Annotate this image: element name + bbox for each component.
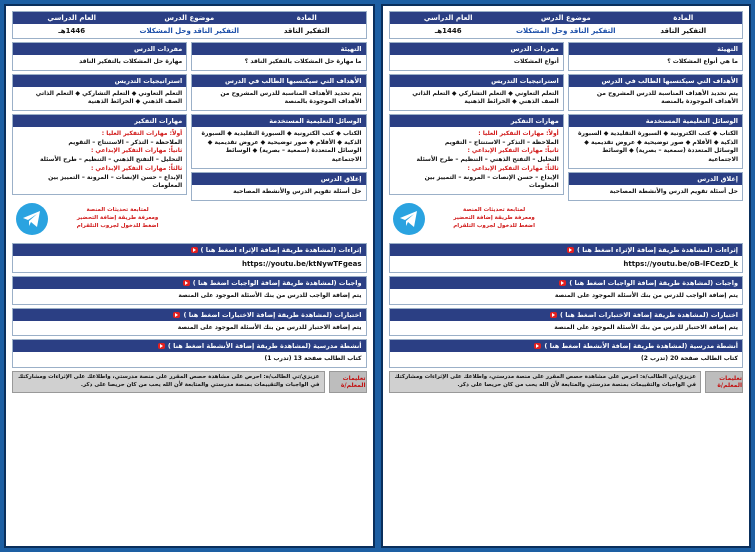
closing-text: حل أسئلة تقويم الدرس والأنشطة المصاحبة xyxy=(233,187,362,195)
thinking-skills-section xyxy=(389,114,564,195)
youtube-icon[interactable] xyxy=(191,247,198,253)
telegram-text xyxy=(429,207,560,230)
thinking-skills-title: مهارات التفكير xyxy=(390,115,563,127)
strategies-section xyxy=(389,74,564,111)
youtube-icon[interactable] xyxy=(183,280,190,286)
telegram-link[interactable] xyxy=(12,198,187,240)
tools-section xyxy=(191,114,366,169)
prep-section xyxy=(568,42,743,71)
telegram-text xyxy=(52,207,183,230)
goals-text: يتم تحديد الأهداف المناسبة للدرس المشروح من الأهداف الموجودة بالمنصة xyxy=(596,89,738,106)
homework-section xyxy=(12,276,367,305)
tests-section xyxy=(389,308,744,337)
thinking-h2: ثانياً: مهارات التفكير الإبداعي : xyxy=(467,147,559,155)
goals-text: يتم تحديد الأهداف المناسبة للدرس المشروح من الأهداف الموجودة بالمنصة xyxy=(220,89,362,106)
telegram-link[interactable] xyxy=(389,198,564,240)
tools-text: الكتاب ◆ كتب الكترونية ◆ السبورة التقليدية ◆ السبورة الذكية ◆ الأفلام ◆ صور توضيحية ◆ عروض تقديمية ◆ الوسائل المتعددة (سمعية – بصرية) ◆ الوسائط الاجتماعية xyxy=(201,130,362,164)
header-table xyxy=(389,11,744,39)
activity-section xyxy=(12,339,367,368)
header-lesson-value: التفكير الناقد وحل المشكلات xyxy=(131,24,249,38)
teacher-instructions-label: تعليمات المعلم/ة xyxy=(705,371,743,393)
goals-section xyxy=(191,74,366,111)
telegram-icon[interactable] xyxy=(16,203,48,235)
enrichment-section xyxy=(12,243,367,273)
prep-section xyxy=(191,42,366,71)
activity-title-text: أنشطة مدرسية (لمشاهدة طريقة إضافة الأنشطة اضغط هنا ) xyxy=(544,342,738,351)
tests-title-text: اختبارات (لمشاهدة طريقة إضافة الاختبارات اضغط هنا ) xyxy=(559,310,738,319)
telegram-line-3: اضغط للدخول لجروب التلقرام xyxy=(76,222,159,229)
activity-section xyxy=(389,339,744,368)
thinking-h3: ثالثاً: مهارات التفكير الإبداعي : xyxy=(90,164,183,172)
teacher-instructions xyxy=(389,371,744,393)
thinking-l1: الملاحظة – التذكر – الاستنتاج – التقويم xyxy=(68,138,183,146)
youtube-icon[interactable] xyxy=(534,343,541,349)
telegram-line-3: اضغط للدخول لجروب التلقرام xyxy=(453,222,535,229)
enrichment-link[interactable]: https://youtu.be/oB-lFCezD_k xyxy=(623,259,738,268)
strategies-line-2: الصف الذهني ◆ الخرائط الذهنية xyxy=(464,98,559,106)
header-lesson-value: التفكير الناقد وحل المشكلات xyxy=(507,24,625,38)
homework-title[interactable] xyxy=(13,277,366,289)
thinking-h3: ثالثاً: مهارات التفكير الإبداعي : xyxy=(467,164,559,172)
telegram-line-2: ومعرفة طريقة إضافة التحضير xyxy=(76,215,159,222)
strategies-text xyxy=(390,87,563,110)
header-subject-value: التفكير الناقد xyxy=(248,24,366,38)
teacher-instructions-label: تعليمات المعلم/ة xyxy=(329,371,367,393)
tests-title[interactable] xyxy=(13,309,366,321)
header-lesson-label: موضوع الدرس xyxy=(131,12,249,24)
enrichment-title-text: إثراءات (لمشاهدة طريقة إضافة الإثراء اضغط هنا ) xyxy=(577,245,738,254)
teacher-instructions-text: عزيزي/تي الطالب/ة: احرص على مشاهدة حصص المقرر على منصة مدرستي، واطلاعك على الإثراءات ومشاركتك في الواجبات والتقييمات بمنصة مدرستي والمتابعة لأن الله يحب من كان حريصا على ذكر. xyxy=(389,371,702,393)
header-subject-label: المادة xyxy=(625,12,743,24)
enrichment-title-text: إثراءات (لمشاهدة طريقة إضافة الإثراء اضغط هنا ) xyxy=(200,245,362,254)
thinking-l2: التحليل – التفتح الذهني – التنظيم – طرح الأسئلة xyxy=(40,156,183,164)
tests-text: يتم إضافة الاختبار للدرس من بنك الأسئلة الموجود على المنصة xyxy=(554,323,738,331)
strategies-text xyxy=(13,87,186,110)
closing-section xyxy=(191,172,366,201)
homework-text: يتم إضافة الواجب للدرس من بنك الأسئلة الموجود على المنصة xyxy=(178,292,362,300)
homework-title-text: واجبات (لمشاهدة طريقة إضافة الواجبات اضغط هنا ) xyxy=(569,279,738,288)
thinking-l3: الإبداع – حسن الإنصات – المرونة – التمييز بين المعلومات xyxy=(48,173,183,190)
header-year-label: العام الدراسي xyxy=(13,12,131,24)
youtube-icon[interactable] xyxy=(158,343,165,349)
closing-text: حل أسئلة تقويم الدرس والأنشطة المصاحبة xyxy=(609,187,738,195)
header-year-label: العام الدراسي xyxy=(390,12,508,24)
thinking-skills-text xyxy=(13,127,186,194)
tools-title: الوسائل التعليمية المستخدمة xyxy=(569,115,742,127)
strategies-section xyxy=(12,74,187,111)
strategies-title: استراتيجيات التدريس xyxy=(13,75,186,87)
activity-title-text: أنشطة مدرسية (لمشاهدة طريقة إضافة الأنشطة اضغط هنا ) xyxy=(167,342,362,351)
thinking-skills-section xyxy=(12,114,187,195)
strategies-line-2: الصف الذهني ◆ الخرائط الذهنية xyxy=(87,98,183,106)
goals-section xyxy=(568,74,743,111)
telegram-icon[interactable] xyxy=(393,203,425,235)
activity-text: كتاب الطالب صفحة 20 (تدرب 2) xyxy=(641,355,738,363)
enrichment-link[interactable]: https://youtu.be/ktNywTFgeas xyxy=(241,259,362,268)
thinking-l1: الملاحظة – التذكر – الاستنتاج – التقويم xyxy=(444,138,559,146)
header-subject-value: التفكير الناقد xyxy=(625,24,743,38)
header-year-value: 1446هـ xyxy=(13,24,131,38)
tools-text: الكتاب ◆ كتب الكترونية ◆ السبورة التقليدية ◆ السبورة الذكية ◆ الأفلام ◆ صور توضيحية ◆ عروض تقديمية ◆ الوسائل المتعددة (سمعية – بصرية) ◆ الوسائط الاجتماعية xyxy=(577,130,738,164)
lesson-vocab-text: أنواع المشكلات xyxy=(513,58,559,65)
prep-text: ما هي أنواع المشكلات ؟ xyxy=(667,58,738,65)
header-subject-label: المادة xyxy=(248,12,366,24)
lesson-vocab-section xyxy=(12,42,187,71)
youtube-icon[interactable] xyxy=(567,247,574,253)
enrichment-title[interactable] xyxy=(390,244,743,256)
homework-section xyxy=(389,276,744,305)
thinking-l2: التحليل – التفتح الذهني – التنظيم – طرح الأسئلة xyxy=(416,156,559,164)
tests-text: يتم إضافة الاختبار للدرس من بنك الأسئلة الموجود على المنصة xyxy=(177,323,362,331)
teacher-instructions xyxy=(12,371,367,393)
homework-title-text: واجبات (لمشاهدة طريقة إضافة الواجبات اضغط هنا ) xyxy=(192,279,362,288)
thinking-skills-text xyxy=(390,127,563,194)
enrichment-section xyxy=(389,243,744,273)
goals-title: الأهداف التي سيكتسبها الطالب في الدرس xyxy=(192,75,365,87)
thinking-h2: ثانياً: مهارات التفكير الإبداعي : xyxy=(90,147,183,155)
tools-section xyxy=(568,114,743,169)
telegram-line-1: لمتابعة تحديثات المنصة xyxy=(86,207,149,214)
lesson-vocab-text: مهارة حل المشكلات بالتفكير الناقد xyxy=(79,58,183,65)
lesson-plan-page-2 xyxy=(4,4,375,548)
youtube-icon[interactable] xyxy=(173,312,180,318)
header-table xyxy=(12,11,367,39)
lesson-vocab-title: مفردات الدرس xyxy=(13,43,186,55)
tests-title-text: اختبارات (لمشاهدة طريقة إضافة الاختبارات اضغط هنا ) xyxy=(183,310,362,319)
youtube-icon[interactable] xyxy=(559,280,566,286)
thinking-l3: الإبداع – حسن الإنصات – المرونة – التمييز بين المعلومات xyxy=(424,173,559,190)
telegram-line-2: ومعرفة طريقة إضافة التحضير xyxy=(453,215,535,222)
tests-title[interactable] xyxy=(390,309,743,321)
telegram-line-1: لمتابعة تحديثات المنصة xyxy=(463,207,526,214)
strategies-line-1: التعلم التعاوني ◆ التعلم التشاركي ◆ التعلم الذاتي xyxy=(412,89,559,97)
enrichment-title[interactable] xyxy=(13,244,366,256)
lesson-plan-page-1 xyxy=(381,4,752,548)
thinking-h1: أولاً: مهارات التفكير العليا : xyxy=(101,130,183,138)
goals-title: الأهداف التي سيكتسبها الطالب في الدرس xyxy=(569,75,742,87)
prep-title: التهيئة xyxy=(192,43,365,55)
thinking-h1: أولاً: مهارات التفكير العليا : xyxy=(478,130,559,138)
homework-text: يتم إضافة الواجب للدرس من بنك الأسئلة الموجود على المنصة xyxy=(554,292,738,300)
activity-text: كتاب الطالب صفحة 13 (تدرب 1) xyxy=(264,355,362,363)
youtube-icon[interactable] xyxy=(550,312,557,318)
prep-text: ما مهارة حل المشكلات بالتفكير الناقد ؟ xyxy=(244,58,362,65)
header-lesson-label: موضوع الدرس xyxy=(507,12,625,24)
lesson-vocab-title: مفردات الدرس xyxy=(390,43,563,55)
strategies-line-1: التعلم التعاوني ◆ التعلم التشاركي ◆ التعلم الذاتي xyxy=(35,89,183,97)
strategies-title: استراتيجيات التدريس xyxy=(390,75,563,87)
teacher-instructions-text: عزيزي/تي الطالب/ة: احرص على مشاهدة حصص المقرر على منصة مدرستي، واطلاعك على الإثراءات ومشاركتك في الواجبات والتقييمات بمنصة مدرستي والمتابعة لأن الله يحب من كان حريصا على ذكر. xyxy=(12,371,325,393)
tests-section xyxy=(12,308,367,337)
thinking-skills-title: مهارات التفكير xyxy=(13,115,186,127)
activity-title[interactable] xyxy=(390,340,743,352)
closing-section xyxy=(568,172,743,201)
closing-title: إغلاق الدرس xyxy=(569,173,742,185)
closing-title: إغلاق الدرس xyxy=(192,173,365,185)
lesson-vocab-section xyxy=(389,42,564,71)
tools-title: الوسائل التعليمية المستخدمة xyxy=(192,115,365,127)
prep-title: التهيئة xyxy=(569,43,742,55)
activity-title[interactable] xyxy=(13,340,366,352)
header-year-value: 1446هـ xyxy=(390,24,508,38)
homework-title[interactable] xyxy=(390,277,743,289)
